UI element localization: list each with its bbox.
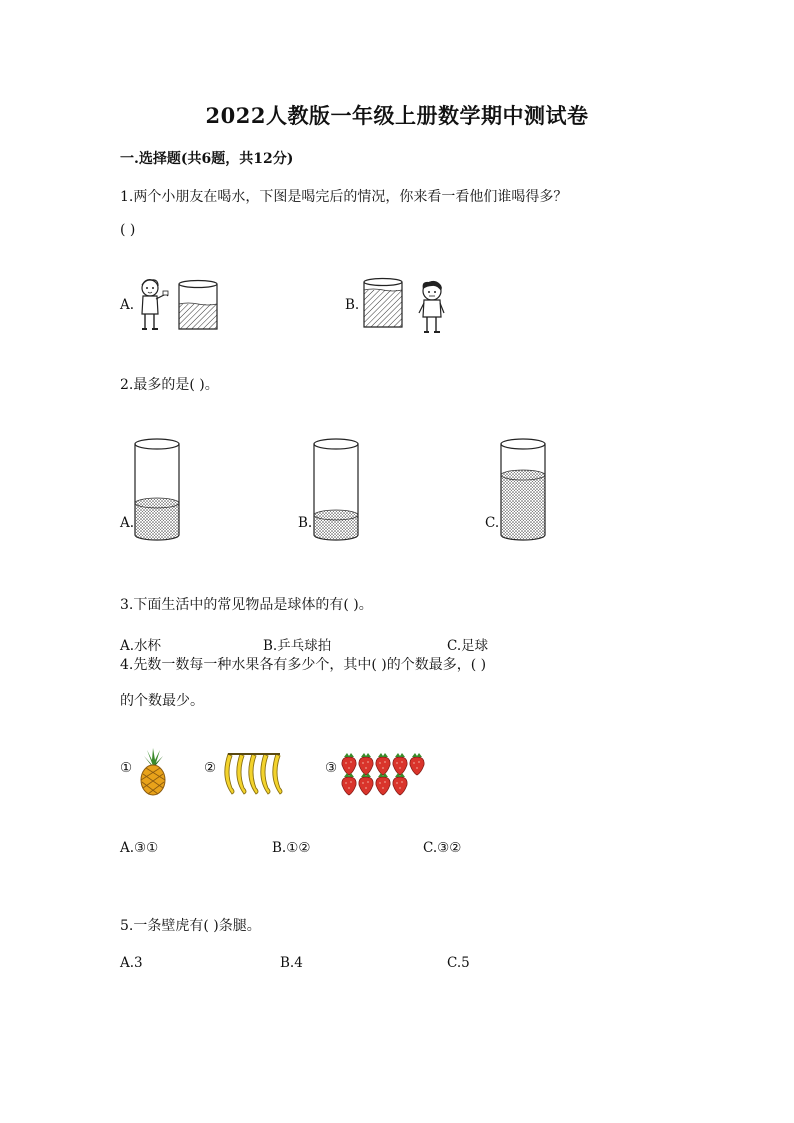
question-2-text: 2.最多的是( )。 [120, 377, 219, 393]
question-5-text: 5.一条壁虎有( )条腿。 [120, 918, 261, 934]
section-heading: 一.选择题(共6题，共12分) [120, 151, 294, 167]
glass-b-icon [363, 278, 403, 328]
question-2-option-b[interactable]: B. [298, 515, 313, 531]
cylinder-c-icon [500, 437, 546, 543]
question-5-option-c[interactable]: C.5 [447, 955, 470, 971]
question-1-blank: ( ) [120, 222, 136, 238]
pineapple-icon [138, 748, 168, 796]
question-1-text: 1.两个小朋友在喝水，下图是喝完后的情况，你来看一看他们谁喝得多？ [120, 189, 568, 205]
question-4-option-c[interactable]: C.③② [423, 840, 462, 856]
cylinder-a-icon [134, 437, 180, 543]
child-drinking-a-illustration [136, 276, 170, 332]
child-drinking-b-illustration [415, 279, 449, 335]
question-4-text-line2: 的个数最少。 [120, 693, 204, 709]
question-3-text: 3.下面生活中的常见物品是球体的有( )。 [120, 597, 373, 613]
fruit-label-pineapple: ① [120, 760, 133, 776]
glass-a-icon [178, 280, 218, 330]
cylinder-b-icon [313, 437, 359, 543]
page-title: 2022人教版一年级上册数学期中测试卷 [205, 103, 589, 128]
question-1-option-a[interactable]: A. [120, 297, 135, 313]
question-2-option-a[interactable]: A. [120, 515, 135, 531]
question-4-option-b[interactable]: B.①② [272, 840, 311, 856]
fruit-label-banana: ② [204, 760, 217, 776]
question-5-option-b[interactable]: B.4 [280, 955, 303, 971]
question-2-option-c[interactable]: C. [485, 515, 500, 531]
question-5-option-a[interactable]: A.3 [120, 955, 143, 971]
question-4-option-a[interactable]: A.③① [120, 840, 159, 856]
question-3-option-b[interactable]: B.乒乓球拍 [263, 638, 332, 654]
question-1-option-b[interactable]: B. [345, 297, 360, 313]
fruit-label-strawberry: ③ [325, 760, 338, 776]
question-4-text-line1: 4.先数一数每一种水果各有多少个，其中( )的个数最多，( ) [120, 657, 487, 673]
strawberries-icon [340, 752, 430, 796]
question-3-option-a[interactable]: A.水杯 [120, 638, 162, 654]
banana-bunch-icon [220, 750, 288, 796]
question-3-option-c[interactable]: C.足球 [447, 638, 489, 654]
